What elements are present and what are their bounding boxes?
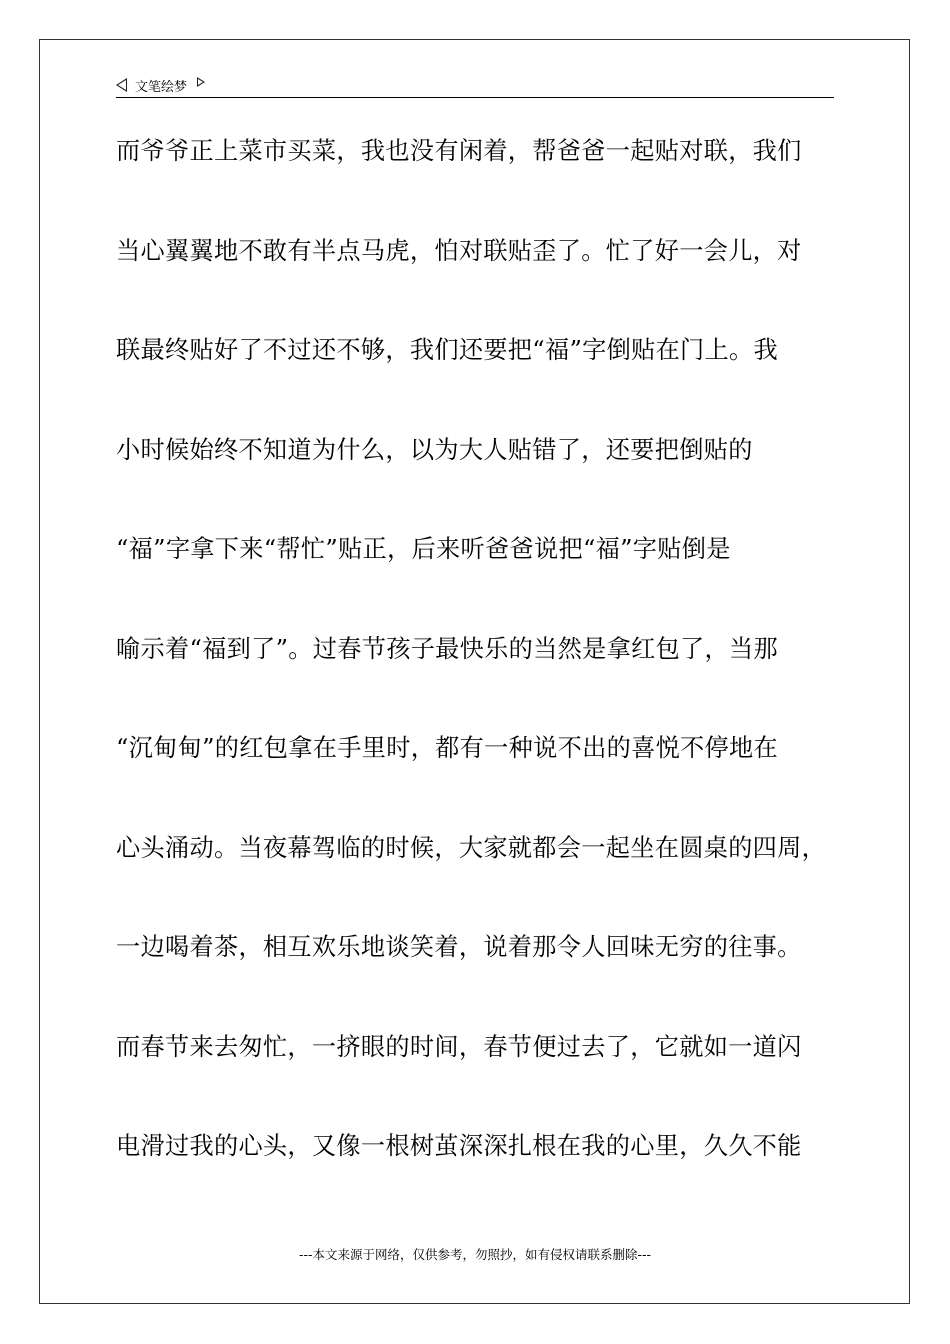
text-line: 一边喝着茶，相互欢乐地谈笑着，说着那令人回味无穷的往事。: [116, 933, 802, 961]
page-header: [116, 74, 205, 96]
header-rule: [116, 97, 834, 98]
body-text: [116, 125, 856, 1220]
footer-disclaimer: ---本文来源于网络，仅供参考，勿照抄，如有侵权请联系删除---: [298, 1247, 652, 1262]
header-title: 文笔绘梦: [135, 79, 188, 95]
text-line: 心头涌动。当夜幕驾临的时候，大家就都会一起坐在圆桌的四周，: [116, 833, 827, 862]
text-line: 当心翼翼地不敢有半点马虎，怕对联贴歪了。忙了好一会儿，对: [116, 236, 802, 265]
text-line: 喻示着“福到了”。过春节孩子最快乐的当然是拿红包了，当那: [116, 634, 779, 663]
text-line: 联最终贴好了不过还不够，我们还要把“福”字倒贴在门上。我: [116, 336, 779, 364]
triangle-right-icon: [197, 77, 205, 87]
text-line: “沉甸甸”的红包拿在手里时，都有一种说不出的喜悦不停地在: [116, 734, 779, 762]
triangle-left-icon: [116, 78, 127, 92]
text-line: 电滑过我的心头，又像一根树茧深深扎根在我的心里，久久不能: [116, 1132, 802, 1160]
text-line: 小时候始终不知道为什么，以为大人贴错了，还要把倒贴的: [116, 435, 753, 464]
text-line: “福”字拿下来“帮忙”贴正，后来听爸爸说把“福”字贴倒是: [116, 535, 731, 563]
text-line: 而爷爷正上菜市买菜，我也没有闲着，帮爸爸一起贴对联，我们: [116, 137, 802, 165]
text-line: 而春节来去匆忙，一挤眼的时间，春节便过去了，它就如一道闪: [116, 1032, 802, 1061]
